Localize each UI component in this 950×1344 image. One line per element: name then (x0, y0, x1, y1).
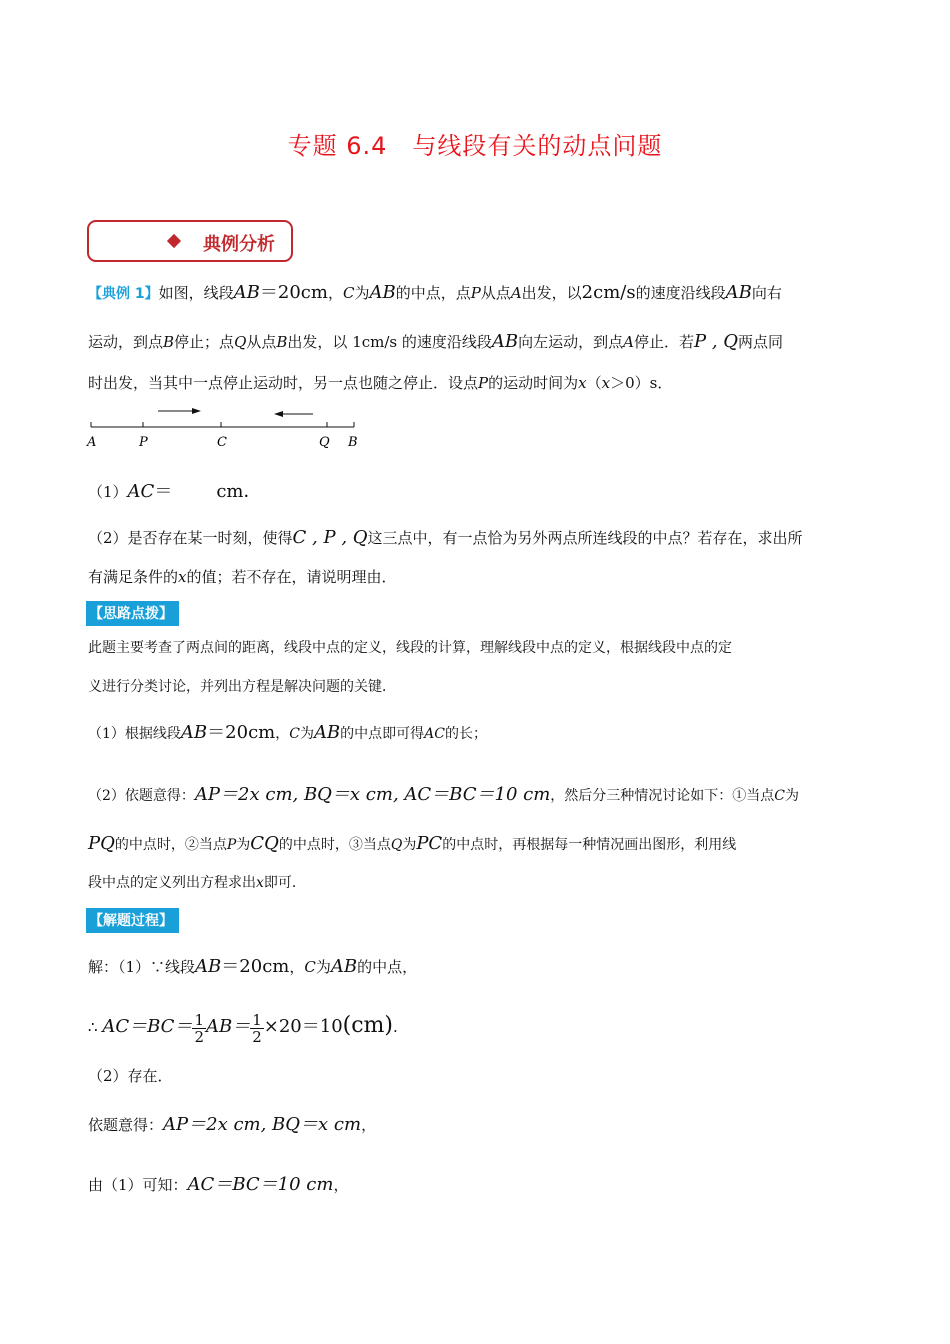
example-badge: 【典例 1】 (88, 286, 159, 302)
hint-p4: 段中点的定义列出方程求出x即可． (88, 875, 306, 891)
diamond-icon (167, 234, 181, 248)
label-c: C (217, 435, 227, 450)
fraction-half-2: $\frac{1}{2}$ (252, 1010, 262, 1046)
label-p: P (139, 435, 148, 450)
example-line-1: 【典例 1】如图，线段AB＝20cm，C为AB的中点，点P从点A出发，以2cm/s的速度沿线段AB向右 (88, 282, 782, 303)
segment-diagram (84, 400, 374, 456)
solution-line-1: 解：（1）∵线段AB＝20cm，C为AB的中点， (88, 956, 418, 977)
hint-line-1: 此题主要考查了两点间的距离，线段中点的定义，线段的计算，理解线段中点的定义，根据线段中点的定 (88, 640, 732, 656)
right-arrowhead-icon (192, 408, 201, 414)
hint-tag: 【思路点拨】 (86, 601, 179, 626)
example-line-3: 时出发，当其中一点停止运动时，另一点也随之停止．设点P的运动时间为x（x＞0）s． (88, 374, 673, 392)
solution-line-4: 依题意得：AP＝2x cm, BQ＝x cm， (88, 1114, 377, 1135)
hint-p2: （2）依题意得：AP＝2x cm, BQ＝x cm, AC＝BC＝10 cm，然后分三种情况讨论如下：①当点C为 (88, 784, 799, 805)
hint-p1: （1）根据线段AB＝20cm，C为AB的中点即可得AC的长； (88, 722, 487, 743)
label-q: Q (319, 435, 330, 450)
hint-p3: PQ的中点时，②当点P为CQ的中点时，③当点Q为PC的中点时，再根据每一种情况画出图形，利用线 (88, 833, 737, 854)
question-2-line-1: （2）是否存在某一时刻，使得C , P , Q这三点中，有一点恰为另外两点所连线段的中点？若存在，求出所 (88, 527, 803, 548)
solution-line-5: 由（1）可知：AC＝BC＝10 cm， (88, 1174, 349, 1195)
label-b: B (348, 435, 358, 450)
hint-line-2: 义进行分类讨论，并列出方程是解决问题的关键． (88, 679, 396, 695)
solution-line-3: （2）存在． (88, 1067, 173, 1085)
question-2-line-2: 有满足条件的x的值；若不存在，请说明理由． (88, 568, 397, 586)
left-arrowhead-icon (274, 411, 283, 417)
solution-tag: 【解题过程】 (86, 908, 179, 933)
page-title: 专题 6.4 与线段有关的动点问题 (287, 132, 663, 160)
solution-line-2: ∴ AC＝BC＝ $\frac{1}{2}$ AB＝ $\frac{1}{2}$ ×20＝10(cm). (88, 1010, 398, 1046)
question-1: （1）AC＝ cm． (88, 481, 262, 502)
example-line-2: 运动，到点B停止；点Q从点B出发，以 1cm/s 的速度沿线段AB向左运动，到点A停止．若P , Q两点同 (88, 331, 784, 352)
section-box (87, 220, 293, 262)
fraction-half: $\frac{1}{2}$ (194, 1010, 204, 1046)
label-a: A (87, 435, 97, 450)
section-label: 典例分析 (203, 234, 275, 255)
